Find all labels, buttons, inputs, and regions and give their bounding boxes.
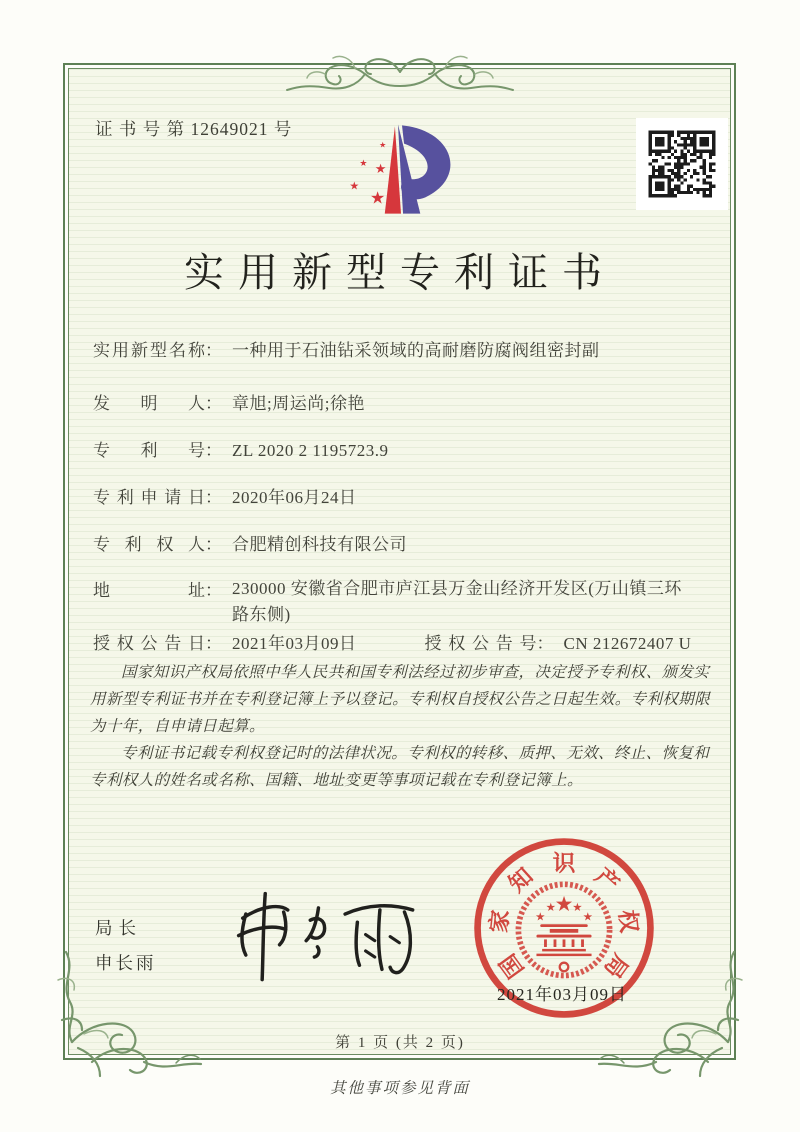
top-border-ornament-icon: [285, 46, 515, 118]
field-colon: ：: [205, 535, 222, 554]
svg-text:局: 局: [599, 949, 633, 983]
commissioner-name: 申长雨: [95, 953, 157, 973]
field-row-name: [93, 336, 600, 361]
legal-text: [90, 660, 714, 795]
qr-code-icon: [636, 118, 728, 210]
field-row-patent-number: [93, 436, 389, 461]
field-label: 授权公告日: [93, 634, 205, 653]
legal-paragraph-2: 专利证书记载专利权登记时的法律状况。专利权的转移、质押、无效、终止、恢复和专利权人的姓名或名称、国籍、地址变更等事项记载在专利登记簿上。: [90, 744, 710, 789]
svg-text:知: 知: [504, 863, 538, 897]
seal-date: 2021年03月09日: [497, 985, 627, 1004]
field-row-address: [93, 576, 684, 629]
grant-number-value: CN 212672407 U: [563, 634, 692, 653]
commissioner-title: 局长: [95, 918, 142, 938]
svg-text:★: ★: [582, 911, 593, 924]
field-colon: ：: [205, 394, 222, 413]
field-value: 章旭;周运尚;徐艳: [232, 394, 365, 413]
legal-paragraph-1: 国家知识产权局依照中华人民共和国专利法经过初步审查，决定授予专利权、颁发实用新型专利证书并在专利登记簿上予以登记。专利权自授权公告之日起生效。专利权期限为十年，自申请日起算。: [90, 664, 711, 735]
svg-text:★: ★: [369, 188, 386, 208]
svg-text:产: 产: [590, 863, 624, 897]
field-value: ZL 2020 2 1195723.9: [232, 441, 389, 460]
svg-text:★: ★: [554, 891, 574, 916]
certificate-title: 实用新型专利证书: [184, 250, 616, 295]
svg-text:★: ★: [535, 911, 546, 924]
svg-text:权: 权: [614, 908, 642, 934]
svg-text:★: ★: [545, 901, 556, 914]
page-number: 第 1 页 (共 2 页): [335, 1035, 465, 1051]
grant-date-value: 2021年03月09日: [232, 634, 357, 653]
field-value: 2020年06月24日: [232, 488, 357, 507]
field-label: 专利权人: [93, 535, 205, 554]
cnipa-patent-logo-icon: [330, 110, 472, 232]
field-label: 专利号: [93, 441, 205, 460]
field-row-grant: [93, 629, 691, 654]
svg-text:★: ★: [349, 180, 360, 193]
field-row-inventors: [93, 389, 365, 414]
field-colon: ：: [205, 441, 222, 460]
svg-text:★: ★: [374, 161, 387, 177]
field-colon: ：: [205, 634, 222, 653]
field-value: 一种用于石油钻采领域的高耐磨防腐阀组密封副: [232, 341, 600, 360]
field-row-filing-date: [93, 483, 357, 508]
field-label: 授权公告号: [424, 634, 537, 653]
field-label: 专利申请日: [93, 488, 205, 507]
svg-text:识: 识: [552, 851, 576, 876]
certificate-number: 证 书 号 第 12649021 号: [95, 119, 293, 139]
svg-text:★: ★: [359, 157, 368, 168]
national-emblem-icon: [518, 884, 609, 975]
field-colon: ：: [205, 341, 222, 360]
back-side-note: 其他事项参见背面: [329, 1080, 470, 1097]
field-value: 230000 安徽省合肥市庐江县万金山经济开发区(万山镇三环路东侧): [232, 579, 682, 625]
handwritten-signature-icon: [212, 878, 427, 988]
field-value: 合肥精创科技有限公司: [232, 535, 407, 554]
field-colon: ：: [536, 634, 554, 653]
field-row-patentee: [93, 530, 407, 555]
field-label: 地址: [93, 581, 205, 600]
svg-text:家: 家: [486, 908, 514, 934]
svg-text:国: 国: [495, 949, 529, 983]
field-label: 实用新型名称: [93, 341, 205, 360]
field-label: 发明人: [93, 394, 205, 413]
svg-text:★: ★: [379, 140, 387, 150]
field-colon: ：: [205, 581, 222, 600]
svg-text:★: ★: [572, 901, 583, 914]
field-colon: ：: [205, 488, 222, 507]
